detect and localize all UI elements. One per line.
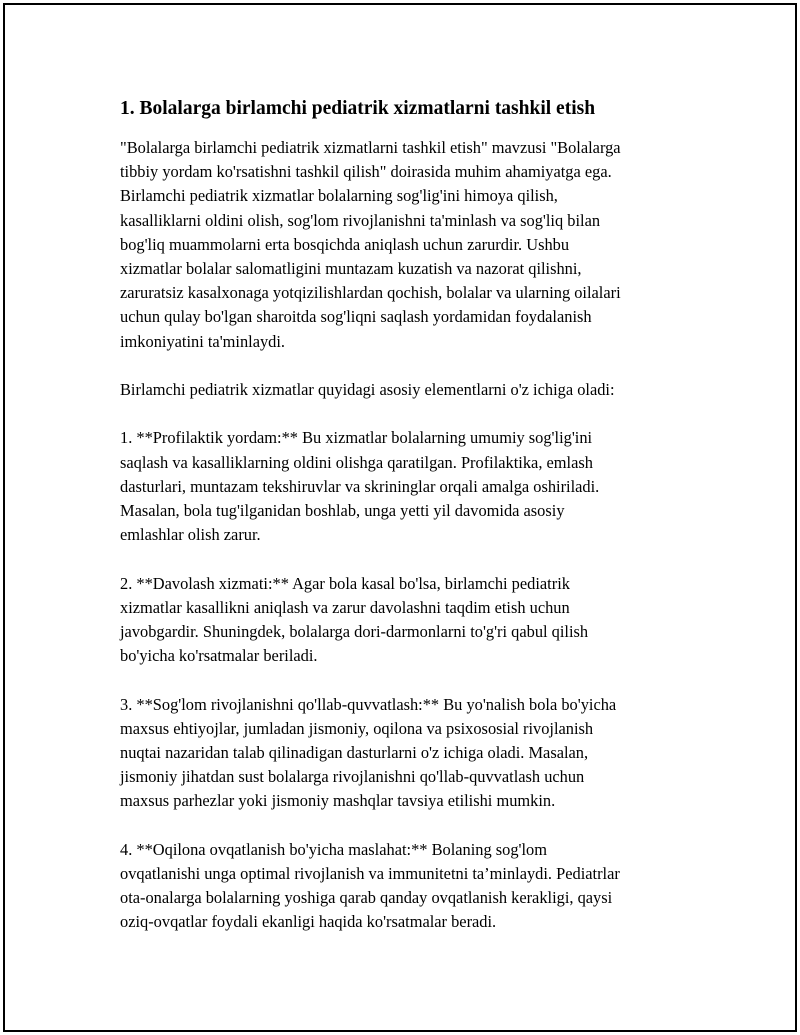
paragraph-line: zaruratsiz kasalxonaga yotqizilishlardan qochish, bolalar va ularning oilalari xyxy=(120,283,621,303)
paragraph-list xyxy=(120,136,690,935)
paragraph-line: xizmatlar bolalar salomatligini muntazam kuzatish va nazorat qilishni, xyxy=(120,259,582,279)
document-page xyxy=(3,3,797,1032)
paragraph-line: emlashlar olish zarur. xyxy=(120,525,261,545)
paragraph-line: ovqatlanishi unga optimal rivojlanish va immunitetni ta’minlaydi. Pediatrlar xyxy=(120,864,620,884)
paragraph-line: oziq-ovqatlar foydali ekanligi haqida ko'rsatmalar beradi. xyxy=(120,912,497,932)
paragraph-line: jismoniy jihatdan sust bolalarga rivojlanishni qo'llab-quvvatlash uchun xyxy=(120,767,585,787)
paragraph-line: saqlash va kasalliklarning oldini olishga qaratilgan. Profilaktika, emlash xyxy=(120,452,593,472)
paragraph-line: tibbiy yordam ko'rsatishni tashkil qilish" doirasida muhim ahamiyatga ega. xyxy=(120,162,612,182)
paragraph-line: nuqtai nazaridan talab qilinadigan dasturlarni o'z ichiga oladi. Masalan, xyxy=(120,743,589,763)
paragraph-line: bog'liq muammolarni erta bosqichda aniqlash uchun zarurdir. Ushbu xyxy=(120,234,570,254)
paragraph xyxy=(120,378,690,402)
paragraph xyxy=(120,838,690,935)
paragraph xyxy=(120,426,690,547)
document-content xyxy=(120,96,690,959)
paragraph xyxy=(120,572,690,669)
paragraph-line: 1. **Profilaktik yordam:** Bu xizmatlar bolalarning umumiy sog'lig'ini xyxy=(120,428,593,448)
paragraph-line: 2. **Davolash xizmati:** Agar bola kasal bo'lsa, birlamchi pediatrik xyxy=(120,573,570,593)
paragraph-line: ota-onalarga bolalarning yoshiga qarab qanday ovqatlanish kerakligi, qaysi xyxy=(120,888,613,908)
paragraph-line: uchun qulay bo'lgan sharoitda sog'liqni saqlash yordamidan foydalanish xyxy=(120,307,592,327)
paragraph-line: Birlamchi pediatrik xizmatlar quyidagi asosiy elementlarni o'z ichiga oladi: xyxy=(120,380,615,400)
paragraph-line: javobgardir. Shuningdek, bolalarga dori-darmonlarni to'g'ri qabul qilish xyxy=(120,622,589,642)
paragraph-line: dasturlari, muntazam tekshiruvlar va skrininglar orqali amalga oshiriladi. xyxy=(120,476,600,496)
paragraph-line: kasalliklarni oldini olish, sog'lom rivojlanishni ta'minlash va sog'liq bilan xyxy=(120,210,601,230)
paragraph-line: imkoniyatini ta'minlaydi. xyxy=(120,331,286,351)
paragraph-line: "Bolalarga birlamchi pediatrik xizmatlarni tashkil etish" mavzusi "Bolalarga xyxy=(120,138,621,157)
paragraph-line: maxsus parhezlar yoki jismoniy mashqlar tavsiya etilishi mumkin. xyxy=(120,791,556,811)
paragraph-line: 3. **Sog'lom rivojlanishni qo'llab-quvvatlash:** Bu yo'nalish bola bo'yicha xyxy=(120,694,617,714)
paragraph-line: 4. **Oqilona ovqatlanish bo'yicha maslahat:** Bolaning sog'lom xyxy=(120,839,547,859)
paragraph xyxy=(120,136,690,354)
paragraph-line: Birlamchi pediatrik xizmatlar bolalarning sog'lig'ini himoya qilish, xyxy=(120,186,558,206)
paragraph-line: bo'yicha ko'rsatmalar beriladi. xyxy=(120,646,318,666)
paragraph xyxy=(120,693,690,814)
paragraph-line: Masalan, bola tug'ilganidan boshlab, unga yetti yil davomida asosiy xyxy=(120,501,565,521)
document-title: 1. Bolalarga birlamchi pediatrik xizmatlarni tashkil etish xyxy=(120,98,596,119)
paragraph-line: maxsus ehtiyojlar, jumladan jismoniy, oqilona va psixososial rivojlanish xyxy=(120,718,594,738)
paragraph-line: xizmatlar kasallikni aniqlash va zarur davolashni taqdim etish uchun xyxy=(120,597,570,617)
